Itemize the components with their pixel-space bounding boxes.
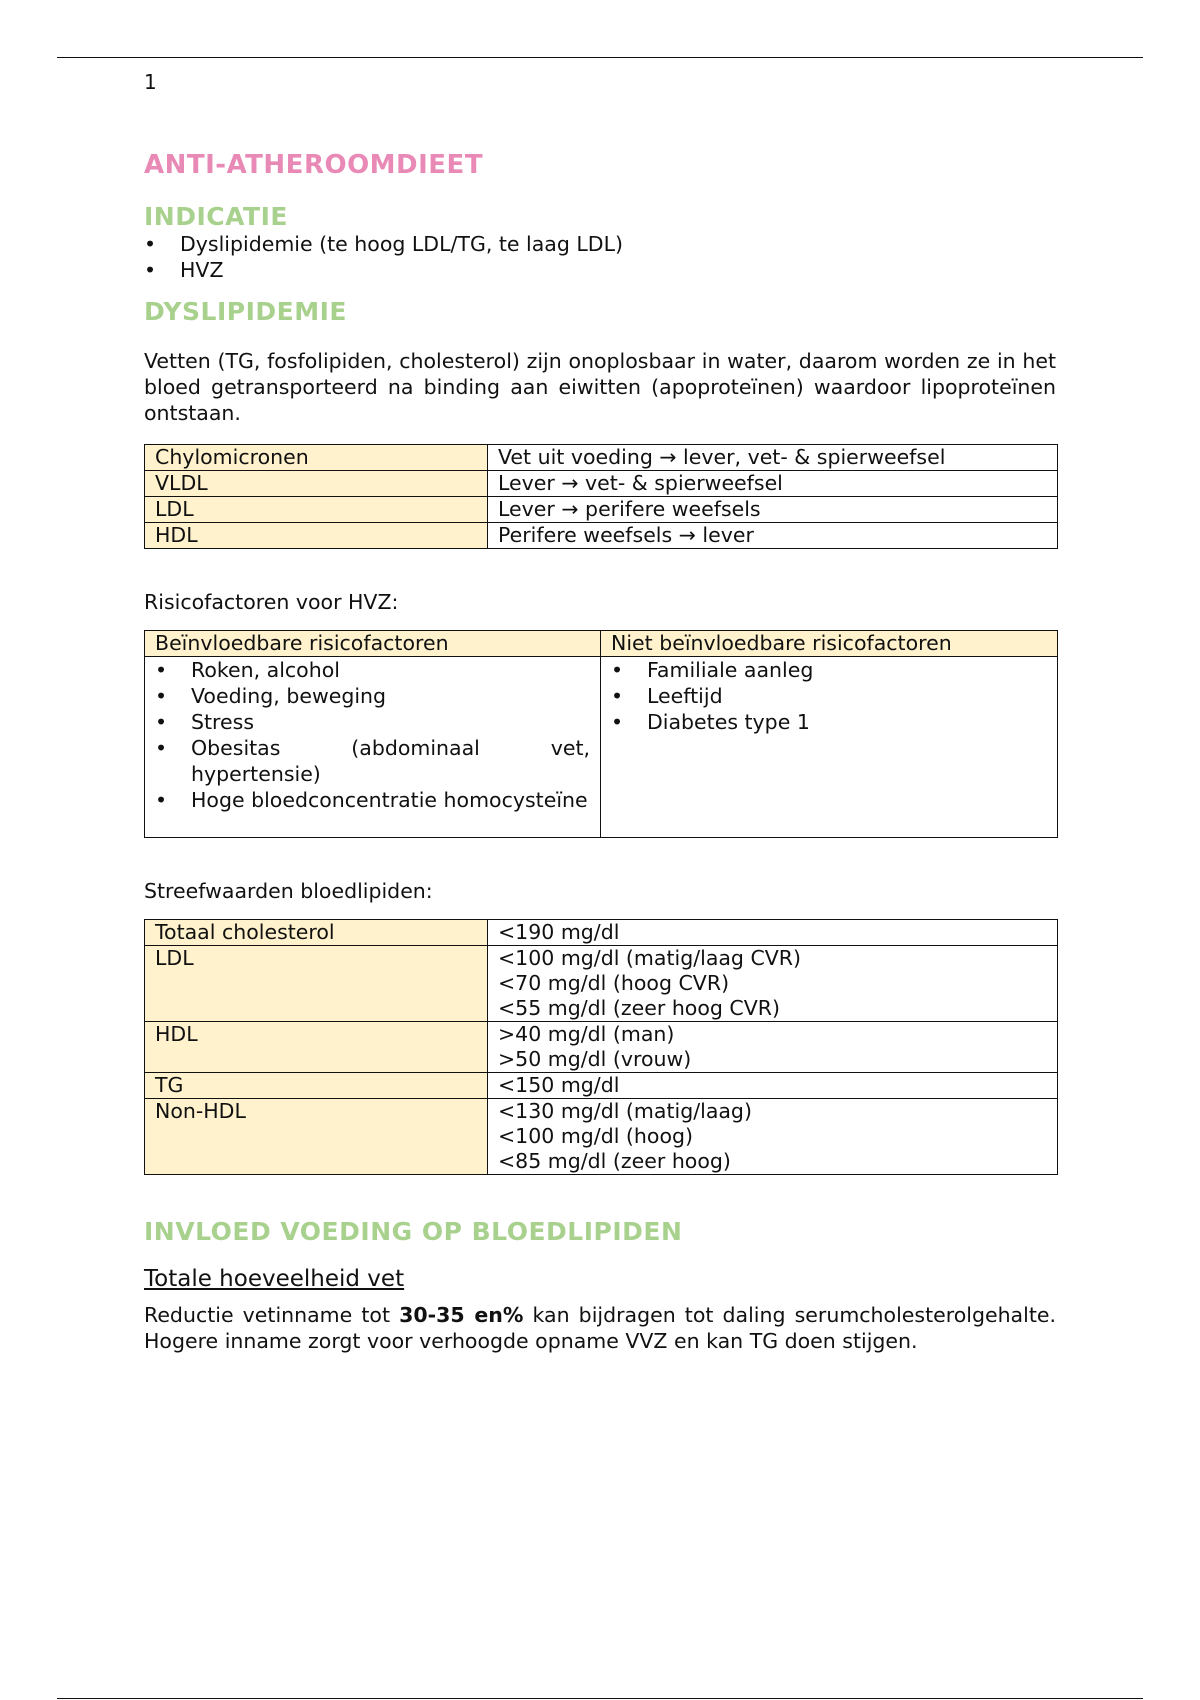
target-value: <100 mg/dl (hoog) xyxy=(498,1124,694,1148)
dyslipidemie-intro: Vetten (TG, fosfolipiden, cholesterol) zijn onoplosbaar in water, daarom worden ze in het bloed getransporteerd na binding aan eiwitten (apoproteïnen) waardoor lipoproteïnen ontstaan. xyxy=(144,349,1056,425)
target-value: <190 mg/dl xyxy=(498,920,620,944)
non-modifiable-risk-list xyxy=(611,657,1047,735)
risk-factor-table xyxy=(144,630,1058,838)
lipoprotein-transport: Lever → perifere weefsels xyxy=(488,497,1058,523)
list-item: • Stress xyxy=(155,709,590,735)
table-header-row xyxy=(145,631,1058,657)
list-item: • Hoge bloedconcentratie homocysteïne xyxy=(155,787,590,813)
table-row xyxy=(145,523,1058,549)
invloed-text-after: kan bijdragen tot daling serumcholesterolgehalte. Hogere inname zorgt voor verhoogde opname VVZ en kan TG doen stijgen. xyxy=(144,1303,1056,1353)
heading-dyslipidemie: DYSLIPIDEMIE xyxy=(144,297,347,326)
target-value: <130 mg/dl (matig/laag) xyxy=(498,1099,752,1123)
target-value: >40 mg/dl (man) xyxy=(498,1022,675,1046)
page-number: 1 xyxy=(144,70,157,94)
header-rule xyxy=(57,57,1143,58)
document-title: ANTI-ATHEROOMDIEET xyxy=(144,150,484,180)
footer-rule xyxy=(57,1698,1143,1699)
risk-header-non-modifiable: Niet beïnvloedbare risicofactoren xyxy=(601,631,1058,657)
table-row xyxy=(145,471,1058,497)
modifiable-risk-cell xyxy=(145,657,601,838)
targets-caption: Streefwaarden bloedlipiden: xyxy=(144,879,433,903)
heading-indicatie: INDICATIE xyxy=(144,202,288,231)
table-row xyxy=(145,657,1058,838)
lipoprotein-transport: Vet uit voeding → lever, vet- & spierweefsel xyxy=(488,445,1058,471)
target-values xyxy=(488,1022,1058,1073)
list-item: • HVZ xyxy=(144,257,1056,283)
table-row xyxy=(145,445,1058,471)
table-row xyxy=(145,497,1058,523)
target-name: LDL xyxy=(145,946,488,1022)
target-value: <70 mg/dl (hoog CVR) xyxy=(498,971,730,995)
lipoprotein-transport: Perifere weefsels → lever xyxy=(488,523,1058,549)
list-item: • Dyslipidemie (te hoog LDL/TG, te laag LDL) xyxy=(144,231,1056,257)
lipoprotein-name: VLDL xyxy=(145,471,488,497)
list-item: • Familiale aanleg xyxy=(611,657,1047,683)
target-values xyxy=(488,946,1058,1022)
subheading-totale-vet: Totale hoeveelheid vet xyxy=(144,1266,405,1292)
table-row xyxy=(145,1022,1058,1073)
table-row xyxy=(145,1099,1058,1175)
target-value: <55 mg/dl (zeer hoog CVR) xyxy=(498,996,781,1020)
target-values xyxy=(488,1073,1058,1099)
table-row xyxy=(145,946,1058,1022)
list-item: • Diabetes type 1 xyxy=(611,709,1047,735)
risk-header-modifiable: Beïnvloedbare risicofactoren xyxy=(145,631,601,657)
lipoprotein-name: Chylomicronen xyxy=(145,445,488,471)
target-name: Non-HDL xyxy=(145,1099,488,1175)
target-value: <85 mg/dl (zeer hoog) xyxy=(498,1149,731,1173)
list-item: • Leeftijd xyxy=(611,683,1047,709)
modifiable-risk-list xyxy=(155,657,590,813)
invloed-paragraph xyxy=(144,1302,1056,1354)
invloed-text-bold: 30-35 en% xyxy=(399,1303,524,1327)
lipoprotein-transport: Lever → vet- & spierweefsel xyxy=(488,471,1058,497)
list-item: • Voeding, beweging xyxy=(155,683,590,709)
table-row xyxy=(145,1073,1058,1099)
target-value: <150 mg/dl xyxy=(498,1073,620,1097)
target-value: >50 mg/dl (vrouw) xyxy=(498,1047,692,1071)
target-name: HDL xyxy=(145,1022,488,1073)
non-modifiable-risk-cell xyxy=(601,657,1058,838)
document-body xyxy=(144,150,1056,1354)
list-item: • Obesitas (abdominaal vet, hypertensie) xyxy=(155,735,590,787)
heading-invloed: INVLOED VOEDING OP BLOEDLIPIDEN xyxy=(144,1217,683,1246)
list-item: • Roken, alcohol xyxy=(155,657,590,683)
target-name: TG xyxy=(145,1073,488,1099)
lipid-targets-table xyxy=(144,919,1058,1175)
indicatie-list xyxy=(144,231,1056,283)
target-values xyxy=(488,920,1058,946)
lipoprotein-table xyxy=(144,444,1058,549)
lipoprotein-name: HDL xyxy=(145,523,488,549)
target-name: Totaal cholesterol xyxy=(145,920,488,946)
invloed-text-before: Reductie vetinname tot xyxy=(144,1303,400,1327)
target-values xyxy=(488,1099,1058,1175)
lipoprotein-name: LDL xyxy=(145,497,488,523)
target-value: <100 mg/dl (matig/laag CVR) xyxy=(498,946,802,970)
risk-caption: Risicofactoren voor HVZ: xyxy=(144,590,399,614)
table-row xyxy=(145,920,1058,946)
